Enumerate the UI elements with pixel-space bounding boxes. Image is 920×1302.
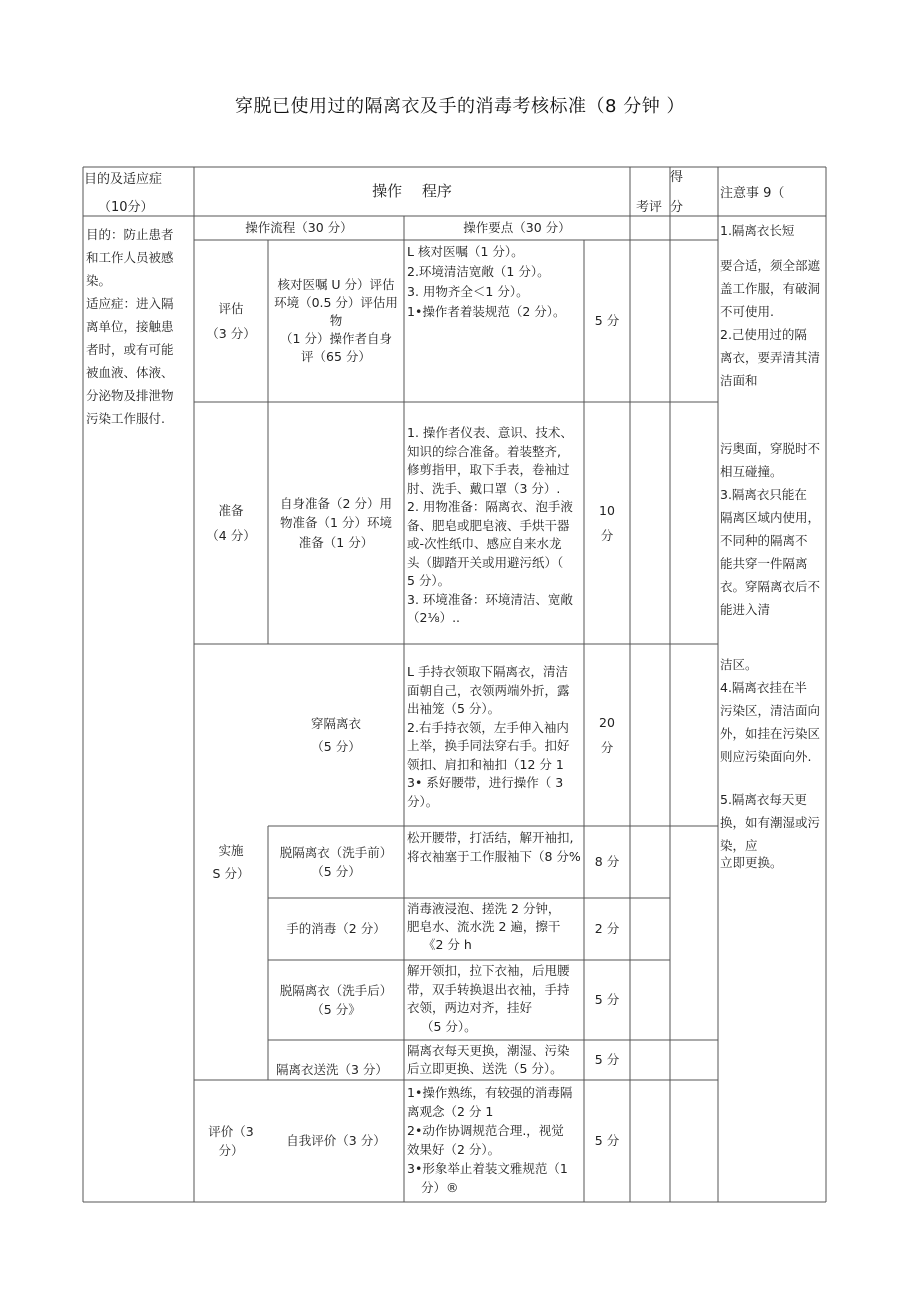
eval-point: 2•动作协调规范合理.，视觉: [407, 1123, 564, 1138]
impl-hand-point: 消毒液浸泡、搓洗 2 分钟，: [407, 901, 561, 916]
impl-send-points: [404, 1042, 584, 1078]
impl-doff1-flow-line: 脱隔离衣（洗手前）: [279, 844, 393, 860]
notes-line: 洁区。: [720, 657, 758, 672]
section-prep-score-cell: [584, 402, 630, 644]
assess-point: 2.环境清洁宽敞（1 分）。: [407, 264, 550, 279]
prep-flow-line: 准备（1 分）: [298, 534, 374, 550]
assess-flow-line: 物: [329, 312, 343, 328]
notes-line: 立即更换。: [720, 855, 783, 870]
flow-subheader: [194, 216, 404, 240]
impl-don-point: 面朝自己，衣领两端外折，露: [407, 682, 570, 698]
evaluate-header: [630, 168, 670, 216]
purpose-header-label: 目的及适应症: [84, 172, 163, 187]
eval-point: 分）®: [421, 1180, 459, 1195]
purpose-line: 和工作人员被感: [86, 250, 174, 265]
notes-line: 衣。穿隔离衣后不: [720, 579, 821, 594]
section-eval-points: [404, 1083, 584, 1197]
impl-doff1-score: [584, 826, 630, 898]
score-header: [670, 168, 718, 216]
impl-don-point: 上举，换手同法穿右手。扣好: [407, 738, 570, 753]
section-assess-title: 评估: [218, 300, 244, 316]
impl-send-point: 隔离衣每天更换，潮湿、污染: [407, 1043, 570, 1058]
purpose-text: [86, 223, 194, 430]
impl-don-point: 2.右手持衣领，左手伸入袖内: [407, 719, 569, 735]
score-header-top: 得: [670, 170, 684, 185]
impl-hand-score: [584, 898, 630, 960]
impl-hand-score-value: 2 分: [594, 921, 620, 937]
purpose-header-score: （10分）: [98, 200, 154, 215]
impl-doff2-point: （5 分）。: [421, 1018, 477, 1034]
impl-doff1-flow-line: （5 分）: [311, 864, 361, 879]
impl-doff2-score-value: 5 分: [594, 992, 620, 1008]
impl-doff2-points: [404, 962, 584, 1036]
purpose-line: 目的：防止患者: [86, 227, 174, 242]
impl-hand-points: [404, 900, 584, 954]
impl-don-point: 出袖笼（5 分）。: [407, 701, 501, 716]
section-prep-points: [404, 424, 584, 628]
impl-don-points: [404, 663, 584, 811]
purpose-line: 被血液、体液、: [86, 365, 174, 380]
notes-line: 4.隔离衣挂在半: [720, 680, 807, 695]
notes-line: 5.隔离衣每天更: [720, 792, 807, 807]
notes-line: 2.己使用过的隔: [720, 327, 807, 342]
impl-doff2-point: 衣领，两边对齐，挂好: [407, 1000, 533, 1015]
assess-flow-line: （1 分）操作者自身: [280, 331, 392, 347]
section-eval-title: 评价（3: [208, 1123, 254, 1139]
section-prep-flow: [268, 402, 404, 644]
notes-line: 洁面和: [720, 373, 758, 388]
section-eval-flow: [268, 1080, 404, 1202]
impl-don-point: 领扣、肩扣和袖扣（12 分 1: [407, 756, 564, 772]
impl-don-point: L 手持衣领取下隔离衣，清洁: [407, 664, 568, 679]
assess-point: L 核对医嘱（1 分）。: [407, 244, 524, 259]
section-assess-points: [404, 242, 584, 322]
operation-header-label: 操作 程序: [372, 182, 452, 201]
eval-point: 离观念（2 分 1: [407, 1104, 494, 1119]
impl-hand-point: 肥皂水、流水洗 2 遍，擦干: [407, 919, 561, 935]
notes-line: 相互碰撞。: [720, 464, 783, 479]
notes-line: 隔离区域内使用，: [720, 510, 821, 525]
prep-score-top: 10: [599, 502, 615, 518]
prep-point: 肘、洗手、戴口罩（3 分）.: [407, 480, 561, 496]
prep-point: 5 分）。: [407, 573, 451, 588]
impl-doff1-point: 将衣袖塞于工作服袖下（8 分%: [407, 849, 581, 865]
eval-point: 1•操作熟练，有较强的消毒隔: [407, 1085, 573, 1100]
assess-flow-line: 评（65 分）: [301, 349, 371, 365]
purpose-line: 离单位，接触患: [86, 319, 174, 334]
impl-don-point: 分）。: [407, 793, 439, 809]
section-assess-score: （3 分）: [206, 326, 256, 341]
points-subheader: [404, 216, 630, 240]
notes-line: 不同种的隔离不: [720, 533, 808, 548]
impl-don-score: [584, 644, 630, 826]
purpose-line: 适应症：进入隔: [86, 296, 174, 311]
impl-doff2-flow-line: 脱隔离衣（洗手后）: [279, 982, 393, 998]
prep-flow-line: 自身准备（2 分）用: [280, 495, 392, 511]
section-assess-name: [194, 240, 268, 402]
eval-score-value: 5 分: [594, 1133, 620, 1149]
prep-flow-line: 物准备（1 分）环境: [280, 515, 392, 531]
prep-point: 或-次性纸巾、感应自来水龙: [407, 536, 562, 551]
prep-point: 1. 操作者仪表、意识、技术、: [407, 425, 573, 440]
impl-doff2-score: [584, 960, 630, 1040]
prep-point: 知识的综合准备。着装整齐,: [407, 443, 561, 459]
notes-text: [720, 219, 826, 874]
impl-don-score-bottom: 分: [600, 740, 614, 755]
prep-point: 头（脚踏开关或用避污纸）（: [407, 554, 564, 570]
eval-flow-line: 自我评价（3 分）: [286, 1133, 386, 1149]
assess-flow-line: 核对医嘱 U 分）评估: [277, 276, 395, 292]
impl-send-flow-line: 隔离衣送洗（3 分）: [276, 1062, 388, 1077]
flow-subheader-label: 操作流程（30 分）: [245, 220, 353, 236]
section-prep-score: （4 分）: [206, 528, 256, 543]
section-assess-score-cell: [584, 240, 630, 402]
prep-point: 2. 用物准备：隔离衣、泡手液: [407, 499, 573, 514]
section-impl-score: S 分）: [212, 866, 250, 881]
impl-doff2-flow: [268, 960, 404, 1040]
impl-doff1-flow: [268, 826, 404, 898]
purpose-line: 者时，或有可能: [86, 342, 174, 357]
notes-line: 污染区，清洁面向: [720, 703, 821, 718]
notes-header: [718, 168, 826, 216]
impl-doff2-point: 解开领扣，拉下衣袖，后甩腰: [407, 963, 570, 978]
impl-send-flow: [268, 1040, 404, 1080]
impl-don-flow-line: （5 分）: [311, 739, 361, 754]
section-eval-score-cell: [584, 1080, 630, 1202]
prep-point: 3. 环境准备：环境清洁、宽敞: [407, 591, 573, 607]
impl-doff1-point: 松开腰带，打活结，解开袖扣,: [407, 830, 574, 845]
impl-hand-flow-line: 手的消毒（2 分）: [286, 921, 386, 937]
impl-doff2-flow-line: （5 分》: [311, 1002, 361, 1017]
impl-don-score-top: 20: [599, 714, 615, 730]
notes-line: 不可使用.: [720, 304, 774, 319]
assess-flow-line: 环境（0.5 分）评估用: [274, 294, 398, 310]
purpose-line: 染。: [86, 273, 112, 288]
prep-point: （2⅛）..: [407, 610, 461, 625]
section-prep-title: 准备: [218, 502, 244, 518]
notes-line: 能共穿一件隔离: [720, 556, 808, 571]
impl-send-score: [584, 1040, 630, 1080]
section-eval-title-2: 分）: [218, 1143, 244, 1158]
notes-line: 则应污染面向外.: [720, 749, 812, 764]
operation-header: [194, 168, 630, 216]
impl-don-point: 3• 系好腰带，进行操作（ 3: [407, 775, 564, 790]
section-assess-flow: [268, 240, 404, 402]
section-impl-title: 实施: [218, 842, 244, 858]
eval-point: 效果好（2 分）。: [407, 1142, 501, 1157]
notes-line: 污奥面，穿脱时不: [720, 441, 821, 456]
impl-don-flow: [268, 644, 404, 826]
notes-line: 1.隔离衣长短: [720, 223, 795, 238]
section-impl-name: [194, 644, 268, 1080]
notes-header-label: 注意事 9（: [720, 186, 785, 201]
impl-hand-flow: [268, 898, 404, 960]
notes-line: 换，如有潮湿或污: [720, 815, 821, 830]
evaluate-header-label: 考评: [636, 200, 663, 215]
impl-doff1-points: [404, 828, 584, 867]
impl-doff2-point: 带，双手转换退出衣袖，手持: [407, 981, 570, 997]
notes-line: 要合适，须全部遮: [720, 258, 821, 273]
eval-point: 3•形象举止着装文雅规范（1: [407, 1161, 568, 1176]
prep-score-bottom: 分: [600, 528, 614, 543]
purpose-line: 分泌物及排泄物: [86, 388, 174, 403]
score-header-bottom: 分: [670, 200, 684, 215]
impl-send-score-value: 5 分: [594, 1052, 620, 1068]
purpose-line: 污染工作服付.: [86, 411, 165, 426]
assess-score-value: 5 分: [594, 313, 620, 329]
impl-send-point: 后立即更换、送洗（5 分）。: [407, 1061, 563, 1077]
notes-line: 能进入清: [720, 602, 771, 617]
notes-line: 3.隔离衣只能在: [720, 487, 807, 502]
notes-line: 染，应: [720, 838, 758, 853]
impl-don-flow-line: 穿隔离衣: [310, 715, 361, 731]
impl-doff1-score-value: 8 分: [594, 854, 620, 870]
section-eval-name: [194, 1080, 268, 1202]
notes-line: 离衣，要弄清其清: [720, 350, 821, 365]
prep-point: 备、肥皂或肥皂液、手烘干器: [407, 517, 570, 533]
purpose-header: [84, 168, 194, 216]
section-prep-name: [194, 402, 268, 644]
notes-line: 盖工作服，有破洞: [720, 281, 821, 296]
assess-point: 3. 用物齐全＜1 分）。: [407, 284, 529, 299]
prep-point: 修剪指甲，取下手表，卷袖过: [407, 462, 570, 477]
notes-line: 外，如挂在污染区: [720, 726, 821, 741]
assess-point: 1•操作者着装规范（2 分）。: [407, 304, 566, 319]
page-title: 穿脱已使用过的隔离衣及手的消毒考核标准（8 分钟 ）: [235, 96, 685, 117]
impl-hand-point: 《2 分 h: [423, 937, 472, 953]
points-subheader-label: 操作要点（30 分）: [463, 220, 571, 236]
